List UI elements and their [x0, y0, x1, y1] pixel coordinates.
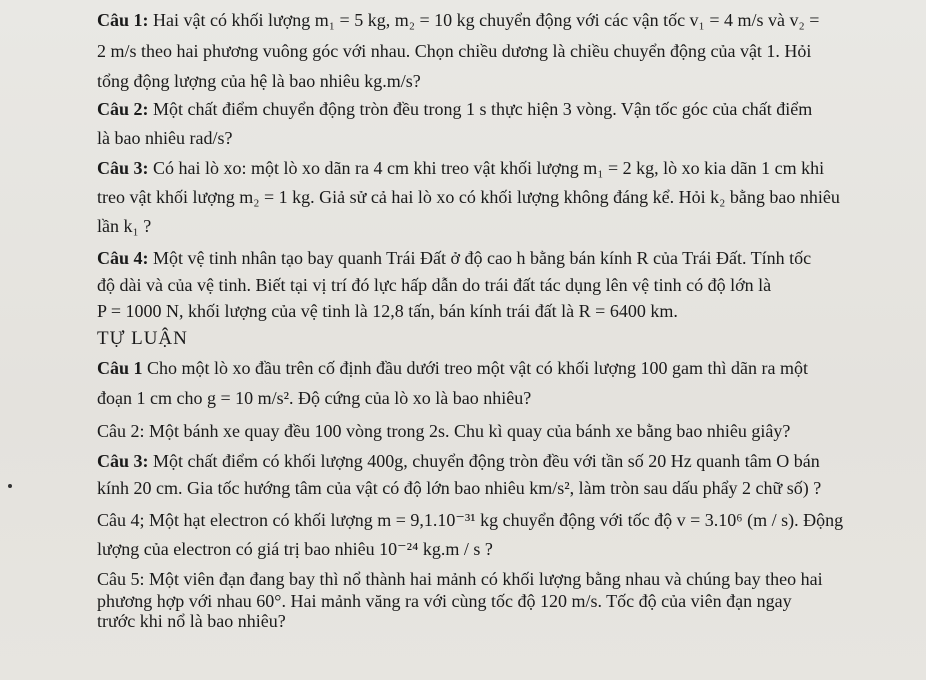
line-text: Một chất điểm chuyển động tròn đều trong 1 s thực hiện 3 vòng. Vận tốc góc của chất điểm	[148, 99, 813, 119]
text-line	[97, 98, 812, 120]
text-line	[97, 357, 808, 379]
text-line: treo vật khối lượng m₂ = 1 kg. Giả sử cả hai lò xo có khối lượng không đáng kể. Hỏi k₂ bằng bao nhiêu	[97, 187, 840, 207]
text-line	[97, 450, 820, 472]
text-line	[97, 247, 811, 269]
text-line: là bao nhiêu rad/s?	[97, 128, 233, 148]
text-line: lượng của electron có giá trị bao nhiêu 10⁻²⁴ kg.m / s ?	[97, 539, 493, 559]
text-line: đoạn 1 cm cho g = 10 m/s². Độ cứng của lò xo là bao nhiêu?	[97, 388, 532, 408]
text-line: phương hợp với nhau 60°. Hai mảnh văng ra với cùng tốc độ 120 m/s. Tốc độ của viên đạn ngay	[97, 591, 792, 611]
line-text: Cho một lò xo đầu trên cố định đầu dưới treo một vật có khối lượng 100 gam thì dãn ra một	[142, 358, 808, 378]
text-line	[97, 157, 824, 179]
question-label: Câu 3:	[97, 451, 149, 471]
question-label: Câu 1:	[97, 10, 149, 30]
question-label: Câu 3:	[97, 158, 149, 178]
text-line: Câu 5: Một viên đạn đang bay thì nổ thành hai mảnh có khối lượng bằng nhau và chúng bay theo hai	[97, 569, 823, 589]
text-line: P = 1000 N, khối lượng của vệ tinh là 12,8 tấn, bán kính trái đất là R = 6400 km.	[97, 301, 678, 321]
text-line: Câu 2: Một bánh xe quay đều 100 vòng trong 2s. Chu kì quay của bánh xe bằng bao nhiêu giây?	[97, 421, 791, 441]
speck-mark	[8, 484, 12, 488]
text-line: lần k₁ ?	[97, 216, 152, 236]
line-text: Hai vật có khối lượng m₁ = 5 kg, m₂ = 10 kg chuyển động với các vận tốc v₁ = 4 m/s và v₂ =	[148, 10, 820, 30]
question-label: Câu 4:	[97, 248, 149, 268]
line-text: Một chất điểm có khối lượng 400g, chuyển động tròn đều với tần số 20 Hz quanh tâm O bán	[148, 451, 820, 471]
text-line: kính 20 cm. Gia tốc hướng tâm của vật có độ lớn bao nhiêu km/s², làm tròn sau dấu phẩy 2 chữ số) ?	[97, 478, 822, 498]
line-text: Có hai lò xo: một lò xo dãn ra 4 cm khi treo vật khối lượng m₁ = 2 kg, lò xo kia dãn 1 cm khi	[148, 158, 825, 178]
text-line: độ dài và của vệ tinh. Biết tại vị trí đó lực hấp dẫn do trái đất tác dụng lên vệ tinh có độ lớn là	[97, 275, 772, 295]
question-label: Câu 2:	[97, 99, 149, 119]
text-line: trước khi nổ là bao nhiêu?	[97, 611, 286, 631]
text-line: 2 m/s theo hai phương vuông góc với nhau. Chọn chiều dương là chiều chuyển động của vật 1. Hỏi	[97, 41, 812, 61]
text-line: tổng động lượng của hệ là bao nhiêu kg.m/s?	[97, 71, 421, 91]
text-line: Câu 4; Một hạt electron có khối lượng m = 9,1.10⁻³¹ kg chuyển động với tốc độ v = 3.10⁶ (m / s). Động	[97, 510, 844, 530]
question-label: Câu 1	[97, 358, 143, 378]
section-heading: TỰ LUẬN	[97, 328, 188, 349]
text-line	[97, 9, 819, 31]
line-text: Một vệ tinh nhân tạo bay quanh Trái Đất ở độ cao h bằng bán kính R của Trái Đất. Tính tốc	[148, 248, 812, 268]
